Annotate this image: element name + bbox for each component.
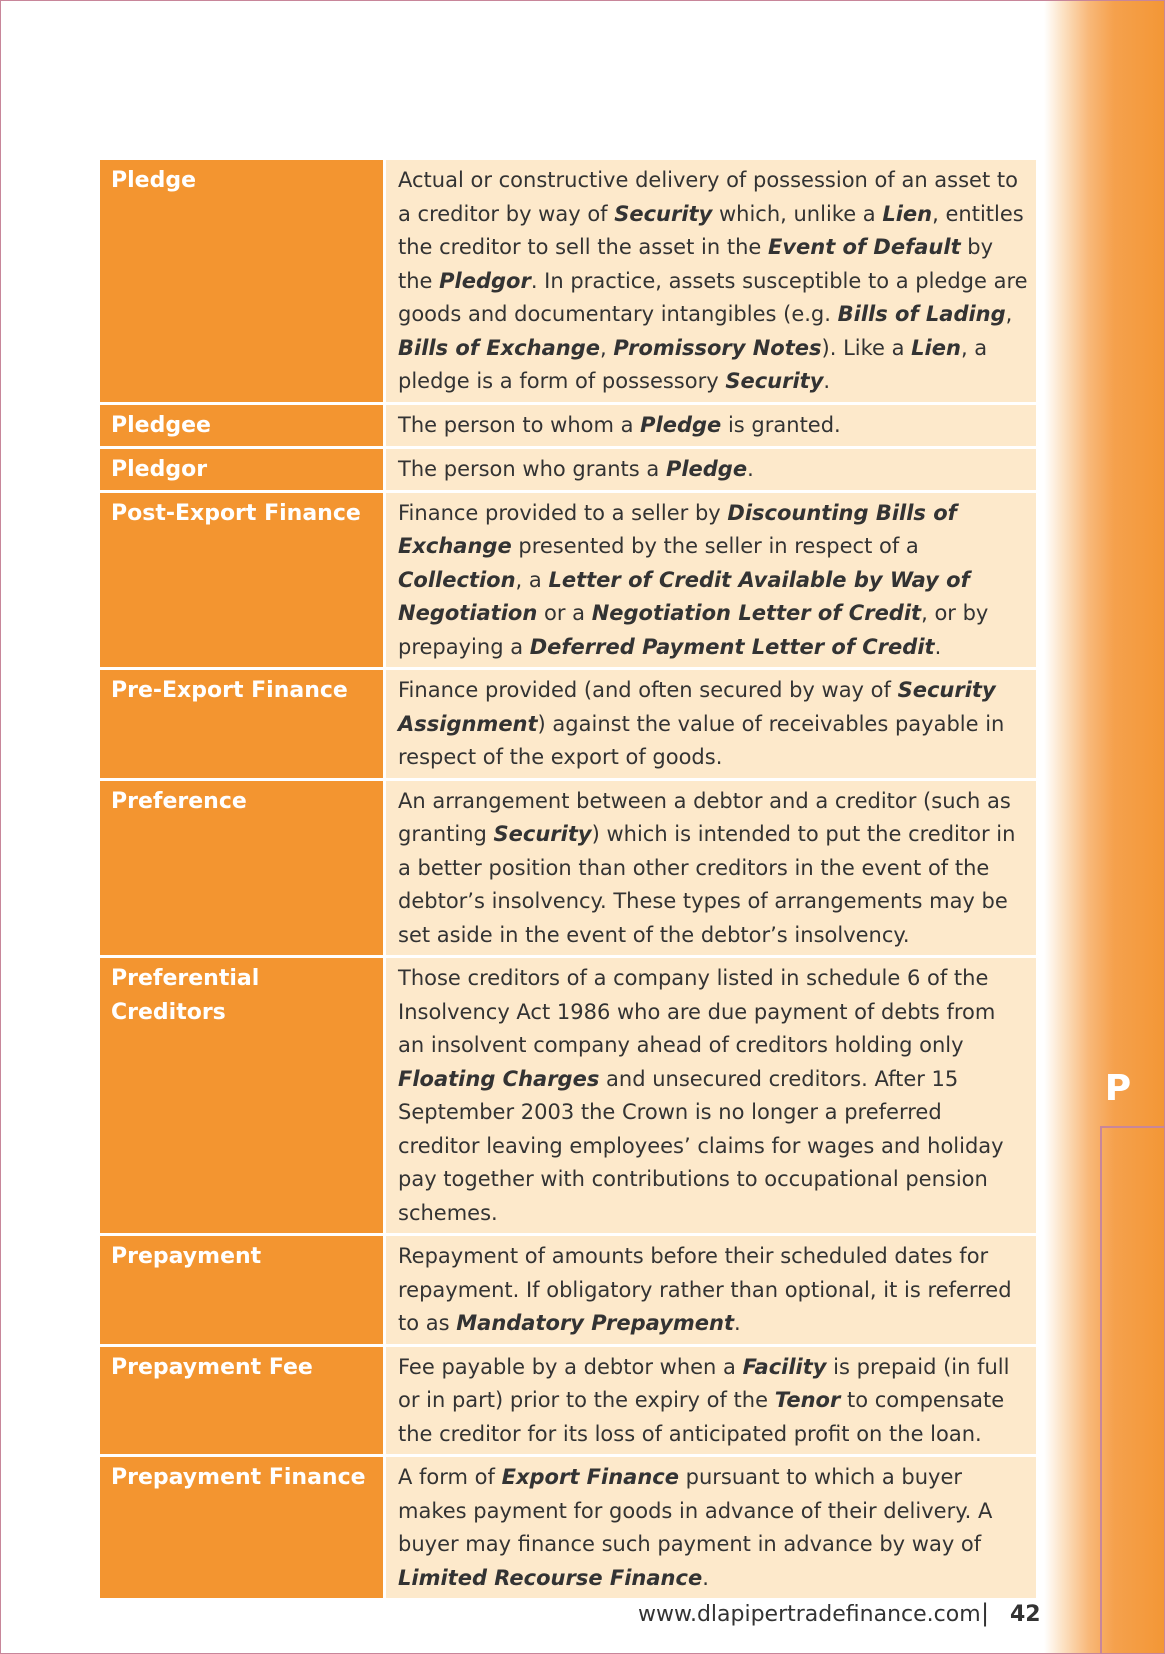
glossary-definition xyxy=(386,1457,1036,1601)
glossary-term: Pledge xyxy=(100,160,386,405)
cross-reference-term: Deferred Payment Letter of Credit xyxy=(529,634,935,659)
definition-text: The person to whom a xyxy=(398,412,641,437)
cross-reference-term: Export Finance xyxy=(501,1465,679,1489)
definition-text: . xyxy=(934,634,942,659)
definition-text: The person who grants a xyxy=(398,456,666,481)
definition-text: Those creditors of a company listed in schedule 6 of the Insolvency Act 1986 who are due payment of debts from an insolvent company ahead of creditors holding only xyxy=(398,966,996,1057)
cross-reference-term: Negotiation Letter of Credit xyxy=(591,601,922,625)
definition-text: Fee payable by a debtor when a xyxy=(398,1354,743,1379)
definition-text: , a xyxy=(515,567,549,592)
definition-text: is granted. xyxy=(721,412,841,437)
cross-reference-term: Bills of Exchange xyxy=(398,335,600,360)
definition-text: . xyxy=(734,1311,741,1335)
definition-text: An arrangement between a debtor and a creditor (such as granting xyxy=(398,788,1011,846)
definition-text: . xyxy=(702,1565,709,1590)
cross-reference-term: Pledge xyxy=(640,412,722,437)
cross-reference-term: Floating Charges xyxy=(398,1066,600,1091)
glossary-term: Prepayment Finance xyxy=(100,1457,386,1601)
glossary-row xyxy=(100,493,1036,671)
definition-text: , xyxy=(1005,302,1013,326)
cross-reference-term: Security xyxy=(725,369,824,393)
glossary-term: Pledgee xyxy=(100,405,386,449)
section-tab-letter: P xyxy=(1104,1068,1132,1109)
definition-text: ) which is intended to put the creditor in a better position than other creditors in the event of the debtor’s insolvency. These types of arrangements may be set aside in the event of the debtor’s insolvency. xyxy=(398,822,1016,947)
cross-reference-term: Collection xyxy=(398,567,516,592)
definition-text: and unsecured creditors. After 15 September 2003 the Crown is no longer a preferred creditor leaving employees’ claims for wages and holiday pay together with contributions to occupational pension schemes. xyxy=(398,1066,1004,1225)
cross-reference-term: Letter of Credit Available by Way of Negotiation xyxy=(398,567,970,625)
definition-text: Repayment of amounts before their scheduled dates for repayment. If obligatory rather than optional, it is referred to as xyxy=(398,1244,1012,1335)
definition-text: , or by prepaying a xyxy=(398,601,989,659)
glossary-body xyxy=(100,160,1036,1601)
glossary-definition xyxy=(386,1236,1036,1347)
definition-text: , xyxy=(599,335,614,360)
glossary-term: Post-Export Finance xyxy=(100,493,386,671)
cross-reference-term: Mandatory Prepayment xyxy=(456,1311,734,1335)
definition-text: ). Like a xyxy=(821,335,912,360)
glossary-table xyxy=(100,160,1036,1601)
footer-url[interactable]: www.dlapipertradefinance.com xyxy=(638,1602,981,1627)
glossary-row xyxy=(100,1347,1036,1458)
definition-text: , entitles the creditor to sell the asset in the xyxy=(398,201,1024,259)
definition-text: to compensate the creditor for its loss of anticipated profit on the loan. xyxy=(398,1388,1005,1446)
definition-text: Actual or constructive delivery of possession of an asset to a creditor by way of xyxy=(398,168,1018,226)
cross-reference-term: Tenor xyxy=(774,1388,841,1412)
cross-reference-term: Pledge xyxy=(665,456,748,481)
definition-text: by the xyxy=(398,235,994,293)
cross-reference-term: Security xyxy=(614,201,713,226)
definition-text: presented by the seller in respect of a xyxy=(511,534,919,558)
definition-text: pursuant to which a buyer makes payment for goods in advance of their delivery. A buyer may finance such payment in advance by way of xyxy=(398,1465,993,1556)
cross-reference-term: Promissory Notes xyxy=(613,335,822,360)
cross-reference-term: Event of Default xyxy=(767,235,961,259)
definition-text: or a xyxy=(537,601,592,625)
glossary-definition xyxy=(386,160,1036,405)
definition-text: A form of xyxy=(398,1465,502,1489)
glossary-row xyxy=(100,958,1036,1236)
glossary-row xyxy=(100,670,1036,781)
cross-reference-term: Pledgor xyxy=(439,268,531,293)
definition-text: . In practice, assets susceptible to a pledge are goods and documentary intangibles (e.g. xyxy=(398,268,1028,326)
cross-reference-term: Security Assignment xyxy=(398,678,996,736)
page-number: 42 xyxy=(1010,1602,1041,1627)
cross-reference-term: Lien xyxy=(911,335,961,360)
glossary-term: Prepayment Fee xyxy=(100,1347,386,1458)
glossary-term: Prepayment xyxy=(100,1236,386,1347)
definition-text: is prepaid (in full or in part) prior to the expiry of the xyxy=(398,1354,1010,1412)
glossary-definition xyxy=(386,958,1036,1236)
glossary-row xyxy=(100,781,1036,959)
glossary-definition xyxy=(386,493,1036,671)
cross-reference-term: Bills of Lading xyxy=(837,302,1006,326)
glossary-row xyxy=(100,1236,1036,1347)
cross-reference-term: Discounting Bills of Exchange xyxy=(398,500,957,558)
glossary-definition xyxy=(386,449,1036,493)
definition-text: , a pledge is a form of possessory xyxy=(398,335,988,393)
cross-reference-term: Security xyxy=(493,822,592,846)
glossary-definition xyxy=(386,1347,1036,1458)
glossary-definition xyxy=(386,405,1036,449)
glossary-row xyxy=(100,1457,1036,1601)
glossary-term: Pledgor xyxy=(100,449,386,493)
glossary-definition xyxy=(386,781,1036,959)
glossary-term: Preferential Creditors xyxy=(100,958,386,1236)
glossary-definition xyxy=(386,670,1036,781)
glossary-term: Pre-Export Finance xyxy=(100,670,386,781)
definition-text: . xyxy=(747,456,754,481)
cross-reference-term: Limited Recourse Finance xyxy=(398,1565,703,1590)
cross-reference-term: Lien xyxy=(882,201,933,226)
glossary-term: Preference xyxy=(100,781,386,959)
glossary-row xyxy=(100,405,1036,449)
footer xyxy=(600,1598,1040,1638)
definition-text: ) against the value of receivables payable in respect of the export of goods. xyxy=(398,711,1005,769)
glossary-row xyxy=(100,160,1036,405)
cross-reference-term: Facility xyxy=(742,1354,827,1379)
definition-text: . xyxy=(823,369,831,393)
definition-text: Finance provided (and often secured by way of xyxy=(398,678,898,702)
definition-text: which, unlike a xyxy=(712,201,883,226)
definition-text: Finance provided to a seller by xyxy=(398,500,728,525)
glossary-row xyxy=(100,449,1036,493)
section-tab-outline xyxy=(1100,1126,1164,1653)
footer-separator: | xyxy=(981,1599,990,1627)
